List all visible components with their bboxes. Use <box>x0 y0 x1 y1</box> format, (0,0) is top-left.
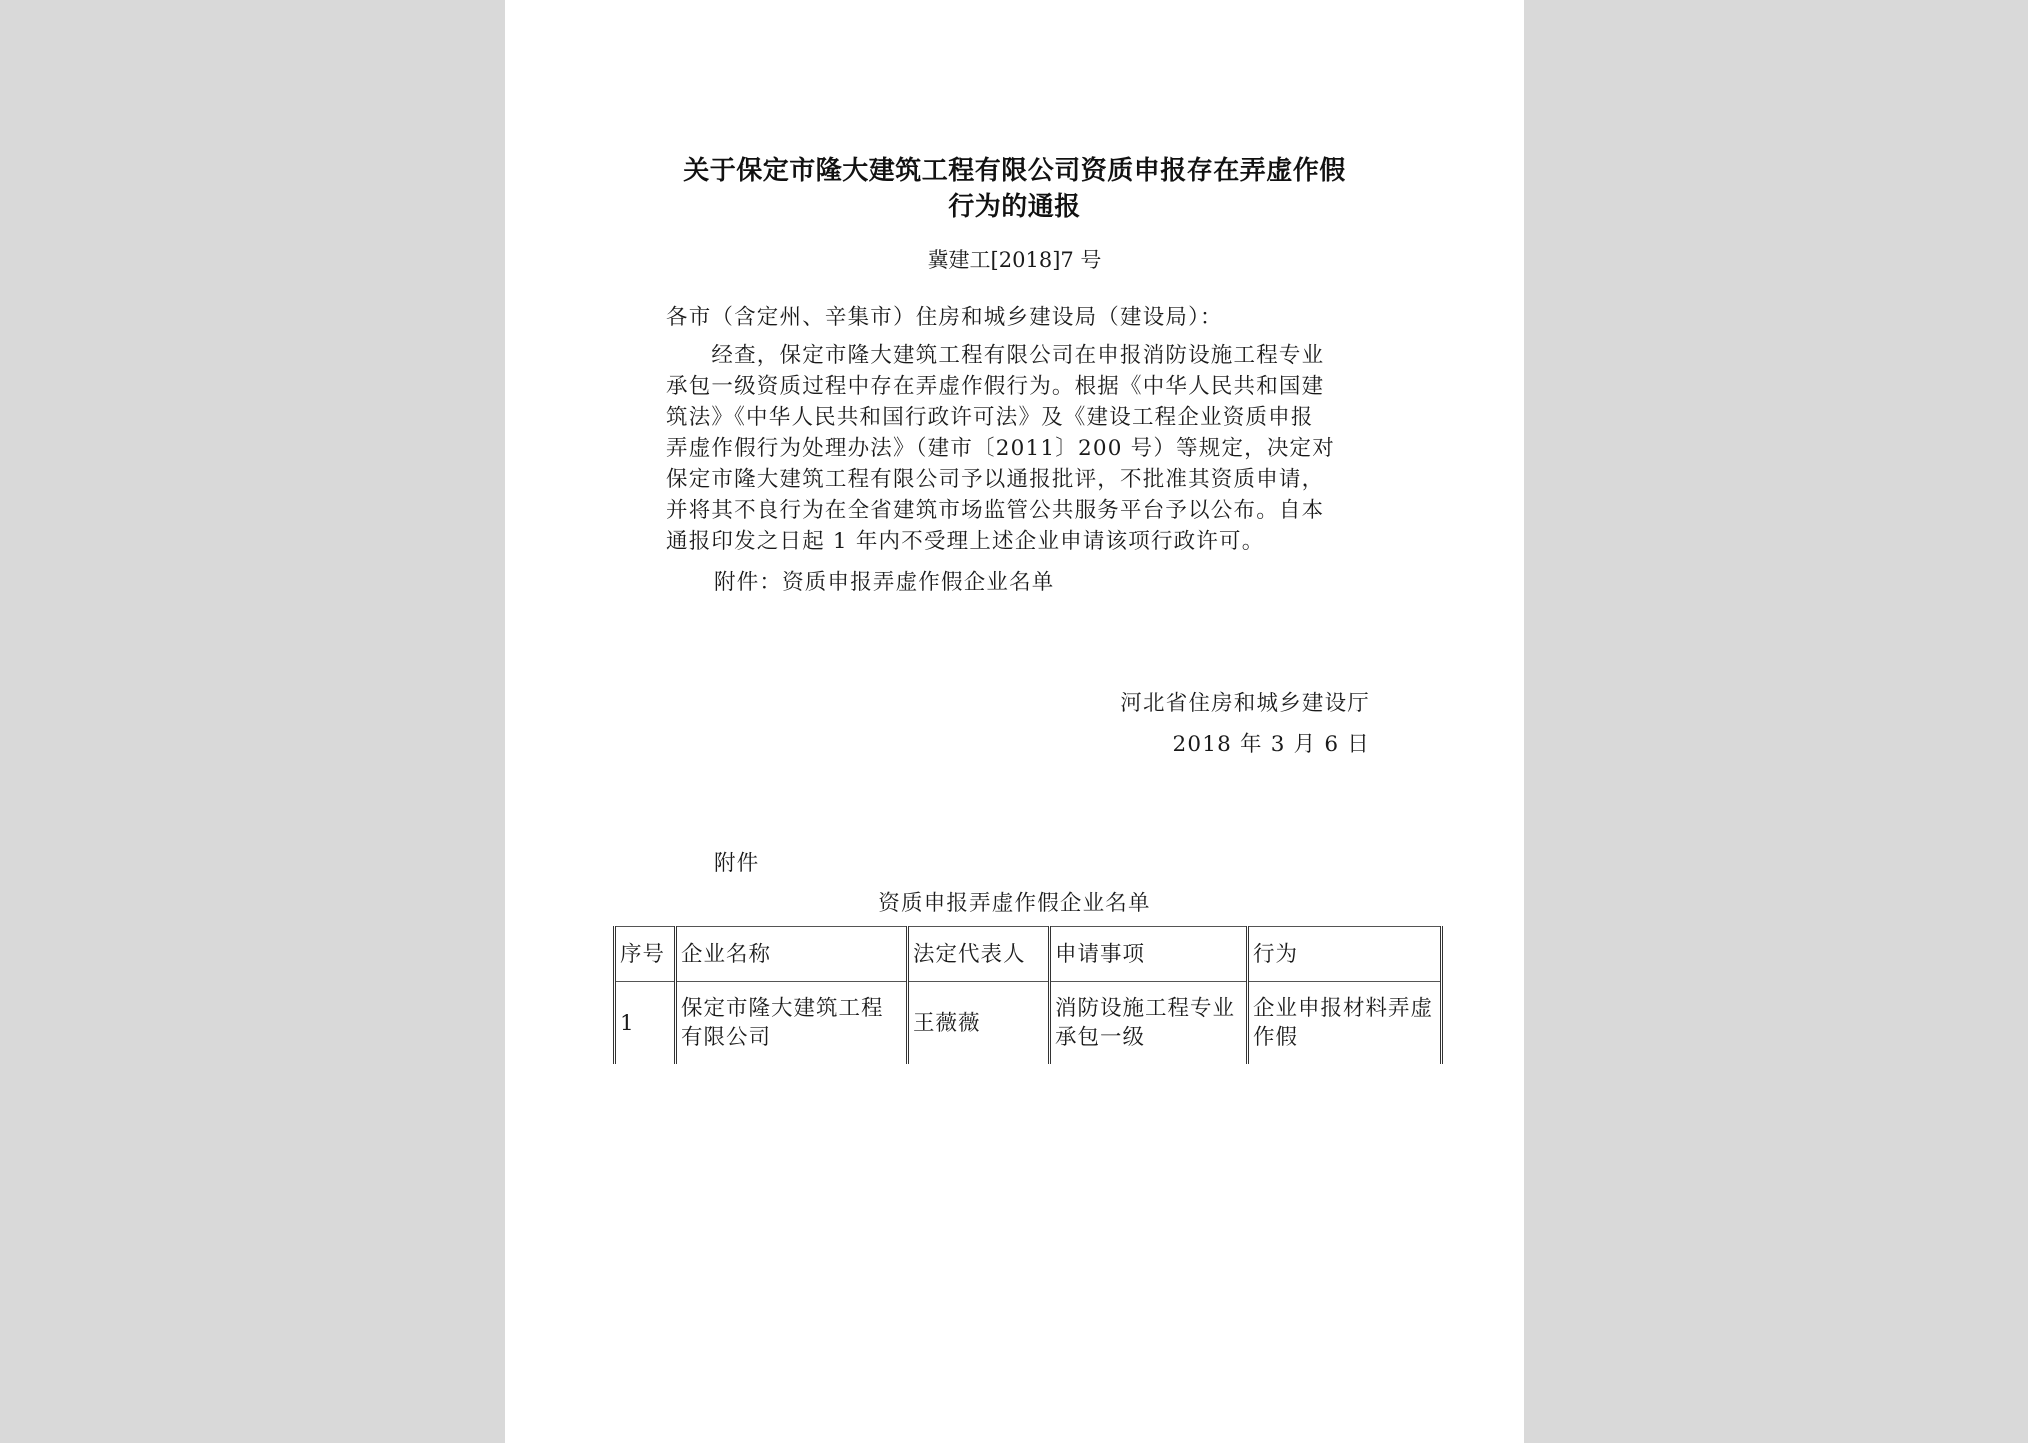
cell-behavior: 企业申报材料弄虚作假 <box>1248 982 1442 1065</box>
body-paragraph <box>666 340 1335 557</box>
paragraph-line: 弄虚作假行为处理办法》（建市〔2011〕200 号）等规定，决定对 <box>666 436 1335 461</box>
attachment-label: 附件 <box>714 851 760 876</box>
cell-application: 消防设施工程专业承包一级 <box>1050 982 1248 1065</box>
header-cell-behavior: 行为 <box>1248 927 1442 982</box>
header-cell-index: 序号 <box>615 927 676 982</box>
signature-organization: 河北省住房和城乡建设厅 <box>1120 691 1370 716</box>
document-title-line2: 行为的通报 <box>948 192 1081 222</box>
header-cell-application: 申请事项 <box>1050 927 1248 982</box>
paragraph-line: 通报印发之日起 1 年内不受理上述企业申请该项行政许可。 <box>666 529 1265 554</box>
table-header-row <box>615 927 1442 982</box>
cell-company: 保定市隆大建筑工程有限公司 <box>676 982 908 1065</box>
paragraph-line: 并将其不良行为在全省建筑市场监管公共服务平台予以公布。自本 <box>666 498 1325 523</box>
paragraph-line: 筑法》《中华人民共和国行政许可法》及《建设工程企业资质申报 <box>666 405 1314 430</box>
table-title: 资质申报弄虚作假企业名单 <box>878 891 1151 916</box>
signature-date: 2018 年 3 月 6 日 <box>1172 732 1370 757</box>
cell-legal-rep: 王薇薇 <box>908 982 1050 1065</box>
document-title-line1: 关于保定市隆大建筑工程有限公司资质申报存在弄虚作假 <box>683 156 1346 186</box>
cell-index: 1 <box>615 982 676 1065</box>
attachment-line: 附件：资质申报弄虚作假企业名单 <box>714 570 1055 595</box>
document-page <box>505 0 1524 1443</box>
document-number: 冀建工[2018]7 号 <box>927 248 1102 272</box>
enterprise-list-table <box>613 926 1443 1064</box>
paragraph-line: 经查，保定市隆大建筑工程有限公司在申报消防设施工程专业 <box>666 343 1325 368</box>
addressee: 各市（含定州、辛集市）住房和城乡建设局（建设局）： <box>666 305 1223 330</box>
header-cell-company: 企业名称 <box>676 927 908 982</box>
header-cell-legal-rep: 法定代表人 <box>908 927 1050 982</box>
paragraph-line: 保定市隆大建筑工程有限公司予以通报批评，不批准其资质申请， <box>666 467 1325 492</box>
paragraph-line: 承包一级资质过程中存在弄虚作假行为。根据《中华人民共和国建 <box>666 374 1325 399</box>
table-row <box>615 982 1442 1065</box>
